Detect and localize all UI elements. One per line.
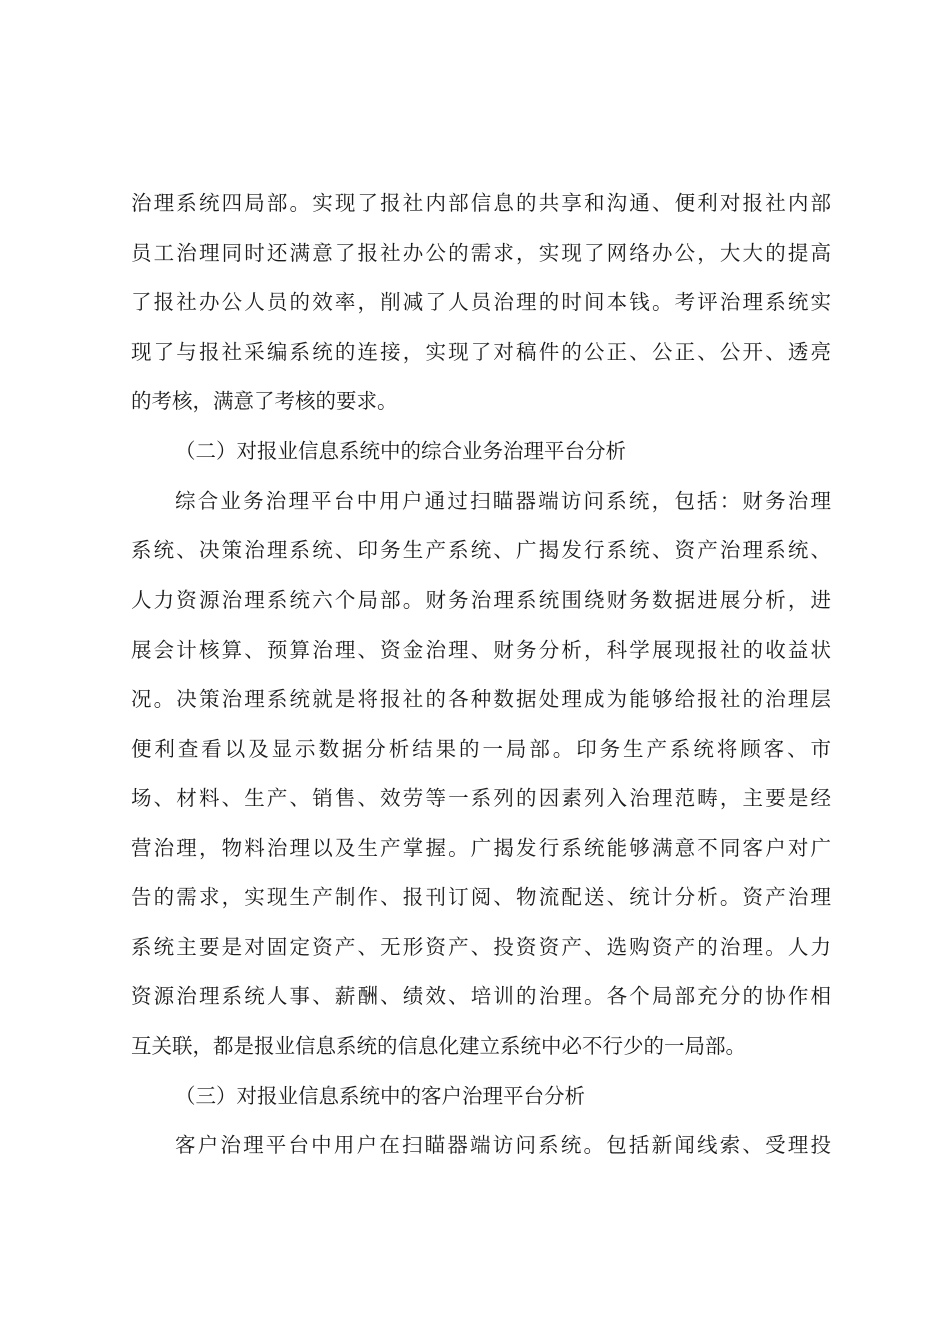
- paragraph-2-line-9: 告的需求，实现生产制作、报刊订阅、物流配送、统计分析。资产治理: [131, 885, 831, 909]
- paragraph-1-line-3: 了报社办公人员的效率，削减了人员治理的时间本钱。考评治理系统实: [131, 290, 831, 314]
- paragraph-2-line-11: 资源治理系统人事、薪酬、绩效、培训的治理。各个局部充分的协作相: [131, 984, 831, 1008]
- paragraph-2-line-2: 系统、决策治理系统、印务生产系统、广揭发行系统、资产治理系统、: [131, 538, 831, 562]
- paragraph-2-line-5: 况。决策治理系统就是将报社的各种数据处理成为能够给报社的治理层: [131, 687, 831, 711]
- paragraph-2-line-10: 系统主要是对固定资产、无形资产、投资资产、选购资产的治理。人力: [131, 935, 831, 959]
- paragraph-2-line-8: 营治理，物料治理以及生产掌握。广揭发行系统能够满意不同客户对广: [131, 836, 831, 860]
- paragraph-1-line-4: 现了与报社采编系统的连接，实现了对稿件的公正、公正、公开、透亮: [131, 340, 831, 364]
- paragraph-1-line-2: 员工治理同时还满意了报社办公的需求，实现了网络办公，大大的提高: [131, 241, 831, 265]
- paragraph-2-line-6: 便利查看以及显示数据分析结果的一局部。印务生产系统将顾客、市: [131, 737, 831, 761]
- paragraph-2-line-1: 综合业务治理平台中用户通过扫瞄器端访问系统，包括：财务治理: [175, 489, 831, 513]
- paragraph-3-line-1: 客户治理平台中用户在扫瞄器端访问系统。包括新闻线索、受理投: [175, 1133, 831, 1157]
- paragraph-2-line-3: 人力资源治理系统六个局部。财务治理系统围绕财务数据进展分析，进: [131, 588, 831, 612]
- paragraph-1-line-1: 治理系统四局部。实现了报社内部信息的共享和沟通、便利对报社内部: [131, 191, 831, 215]
- section-heading-3: （三）对报业信息系统中的客户治理平台分析: [175, 1084, 585, 1108]
- section-heading-2: （二）对报业信息系统中的综合业务治理平台分析: [175, 439, 626, 463]
- paragraph-2-line-12: 互关联，都是报业信息系统的信息化建立系统中必不行少的一局部。: [131, 1034, 746, 1058]
- paragraph-2-line-7: 场、材料、生产、销售、效劳等一系列的因素列入治理范畴，主要是经: [131, 786, 831, 810]
- paragraph-2-line-4: 展会计核算、预算治理、资金治理、财务分析，科学展现报社的收益状: [131, 638, 831, 662]
- paragraph-1-line-5: 的考核，满意了考核的要求。: [131, 389, 398, 413]
